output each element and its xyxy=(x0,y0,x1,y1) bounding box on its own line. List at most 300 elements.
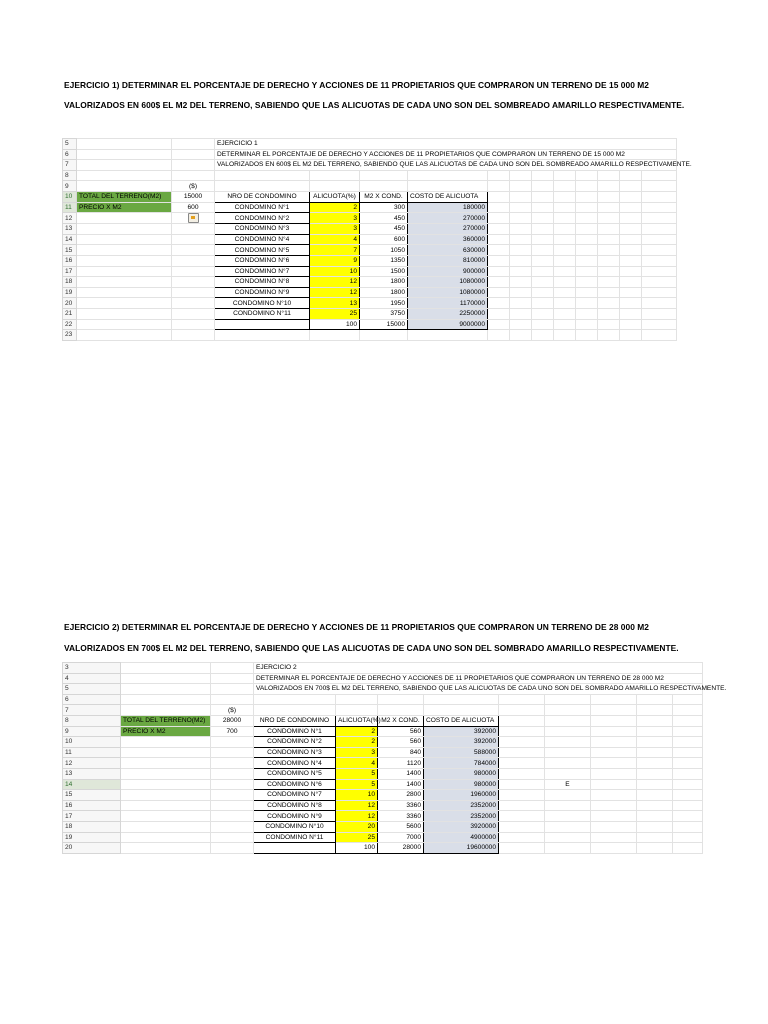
empty-cell[interactable] xyxy=(378,694,424,705)
alicuota-value[interactable]: 7 xyxy=(310,245,360,256)
empty-cell[interactable] xyxy=(77,160,172,171)
empty-cell[interactable] xyxy=(642,224,677,235)
empty-cell[interactable] xyxy=(620,330,642,341)
empty-cell[interactable] xyxy=(77,277,172,288)
empty-cell[interactable] xyxy=(598,170,620,181)
empty-cell[interactable] xyxy=(554,298,576,309)
empty-cell[interactable] xyxy=(637,843,673,854)
row-number[interactable]: 20 xyxy=(63,843,121,854)
empty-cell[interactable] xyxy=(215,181,310,192)
empty-cell[interactable] xyxy=(510,202,532,213)
empty-cell[interactable] xyxy=(620,308,642,319)
empty-cell[interactable] xyxy=(121,747,211,758)
empty-cell[interactable] xyxy=(545,790,591,801)
m2-value[interactable]: 5600 xyxy=(378,821,424,832)
empty-cell[interactable] xyxy=(591,800,637,811)
cost-value[interactable]: 2352000 xyxy=(424,811,499,822)
empty-cell[interactable] xyxy=(121,684,211,695)
exercise-description-1[interactable]: DETERMINAR EL PORCENTAJE DE DERECHO Y ACCIONES DE 11 PROPIETARIOS QUE COMPRARON UN TERRENO DE 28 000 M2 xyxy=(254,673,703,684)
alicuota-value[interactable]: 2 xyxy=(336,726,378,737)
empty-cell[interactable] xyxy=(532,277,554,288)
empty-cell[interactable] xyxy=(554,213,576,224)
header-cost[interactable]: COSTO DE ALICUOTA xyxy=(408,191,488,202)
alicuota-value[interactable]: 9 xyxy=(310,255,360,266)
empty-cell[interactable] xyxy=(554,330,576,341)
header-alicuota[interactable]: ALICUOTA(%) xyxy=(336,715,378,726)
row-number[interactable]: 11 xyxy=(63,747,121,758)
condomino-name[interactable]: CONDOMINO N°7 xyxy=(215,266,310,277)
empty-cell[interactable] xyxy=(576,308,598,319)
exercise-description-2[interactable]: VALORIZADOS EN 600$ EL M2 DEL TERRENO, SABIENDO QUE LAS ALICUOTAS DE CADA UNO SON DEL SOMBREADO AMARILLO RESPECTIVAMENTE. xyxy=(215,160,677,171)
empty-cell[interactable] xyxy=(215,170,310,181)
empty-cell[interactable] xyxy=(642,191,677,202)
empty-cell[interactable] xyxy=(310,181,360,192)
empty-cell[interactable] xyxy=(642,319,677,330)
condomino-name[interactable]: CONDOMINO N°10 xyxy=(215,298,310,309)
empty-cell[interactable] xyxy=(172,170,215,181)
alicuota-value[interactable]: 5 xyxy=(336,779,378,790)
empty-cell[interactable] xyxy=(121,800,211,811)
empty-cell[interactable] xyxy=(545,800,591,811)
empty-cell[interactable] xyxy=(211,673,254,684)
empty-cell[interactable] xyxy=(510,213,532,224)
cost-value[interactable]: 4900000 xyxy=(424,832,499,843)
empty-cell[interactable] xyxy=(121,779,211,790)
alicuota-value[interactable]: 3 xyxy=(336,747,378,758)
empty-cell[interactable] xyxy=(576,255,598,266)
empty-cell[interactable] xyxy=(532,202,554,213)
empty-cell[interactable] xyxy=(121,758,211,769)
empty-cell[interactable] xyxy=(510,308,532,319)
empty-cell[interactable] xyxy=(620,287,642,298)
empty-cell[interactable] xyxy=(598,308,620,319)
empty-cell[interactable] xyxy=(545,758,591,769)
empty-cell[interactable] xyxy=(532,330,554,341)
m2-value[interactable]: 560 xyxy=(378,737,424,748)
empty-cell[interactable] xyxy=(532,234,554,245)
empty-cell[interactable] xyxy=(77,139,172,150)
empty-cell[interactable] xyxy=(637,800,673,811)
empty-cell[interactable] xyxy=(77,170,172,181)
condomino-name[interactable]: CONDOMINO N°1 xyxy=(215,202,310,213)
empty-cell[interactable] xyxy=(121,768,211,779)
m2-value[interactable]: 300 xyxy=(360,202,408,213)
price-per-m2-value[interactable]: 700 xyxy=(211,726,254,737)
total-land-label[interactable]: TOTAL DEL TERRENO(M2) xyxy=(121,715,211,726)
empty-cell[interactable] xyxy=(620,319,642,330)
alicuota-value[interactable]: 25 xyxy=(310,308,360,319)
m2-value[interactable]: 560 xyxy=(378,726,424,737)
empty-cell[interactable] xyxy=(637,737,673,748)
empty-cell[interactable] xyxy=(673,705,703,716)
empty-cell[interactable] xyxy=(591,811,637,822)
empty-cell[interactable] xyxy=(545,737,591,748)
empty-cell[interactable] xyxy=(637,694,673,705)
empty-cell[interactable] xyxy=(576,330,598,341)
empty-cell[interactable] xyxy=(554,287,576,298)
condomino-name[interactable]: CONDOMINO N°8 xyxy=(215,277,310,288)
empty-cell[interactable] xyxy=(77,287,172,298)
empty-cell[interactable] xyxy=(576,245,598,256)
empty-cell[interactable] xyxy=(254,705,336,716)
empty-cell[interactable] xyxy=(499,747,545,758)
empty-cell[interactable] xyxy=(510,170,532,181)
row-number[interactable]: 10 xyxy=(63,737,121,748)
empty-cell[interactable] xyxy=(211,663,254,674)
m2-value[interactable]: 3750 xyxy=(360,308,408,319)
row-number[interactable]: 4 xyxy=(63,673,121,684)
row-number[interactable]: 17 xyxy=(63,266,77,277)
empty-cell[interactable] xyxy=(598,330,620,341)
row-number[interactable]: 9 xyxy=(63,181,77,192)
empty-cell[interactable] xyxy=(598,266,620,277)
empty-cell[interactable] xyxy=(211,843,254,854)
price-per-m2-label[interactable]: PRECIO X M2 xyxy=(77,202,172,213)
empty-cell[interactable] xyxy=(591,832,637,843)
row-number[interactable]: 5 xyxy=(63,684,121,695)
cost-value[interactable]: 784000 xyxy=(424,758,499,769)
empty-cell[interactable] xyxy=(591,694,637,705)
empty-cell[interactable] xyxy=(77,319,172,330)
empty-cell[interactable] xyxy=(211,800,254,811)
empty-cell[interactable] xyxy=(620,234,642,245)
empty-cell[interactable] xyxy=(554,277,576,288)
empty-cell[interactable] xyxy=(598,234,620,245)
empty-cell[interactable] xyxy=(172,277,215,288)
empty-cell[interactable] xyxy=(673,758,703,769)
alicuota-value[interactable]: 10 xyxy=(336,790,378,801)
condomino-name[interactable]: CONDOMINO N°5 xyxy=(215,245,310,256)
empty-cell[interactable] xyxy=(532,266,554,277)
empty-cell[interactable] xyxy=(499,800,545,811)
empty-cell[interactable] xyxy=(637,715,673,726)
paste-options-icon[interactable] xyxy=(188,213,199,223)
empty-cell[interactable] xyxy=(642,170,677,181)
row-number[interactable]: 18 xyxy=(63,821,121,832)
empty-cell[interactable] xyxy=(598,277,620,288)
empty-cell[interactable] xyxy=(121,790,211,801)
stray-cell[interactable]: E xyxy=(545,779,591,790)
cost-value[interactable]: 180000 xyxy=(408,202,488,213)
empty-cell[interactable] xyxy=(499,768,545,779)
empty-cell[interactable] xyxy=(637,811,673,822)
alicuota-value[interactable]: 25 xyxy=(336,832,378,843)
empty-cell[interactable] xyxy=(598,202,620,213)
empty-cell[interactable] xyxy=(488,245,510,256)
empty-cell[interactable] xyxy=(532,170,554,181)
empty-cell[interactable] xyxy=(121,843,211,854)
empty-cell[interactable] xyxy=(360,170,408,181)
cost-value[interactable]: 360000 xyxy=(408,234,488,245)
empty-cell[interactable] xyxy=(532,191,554,202)
empty-cell[interactable] xyxy=(620,298,642,309)
empty-cell[interactable] xyxy=(499,779,545,790)
empty-cell[interactable] xyxy=(360,181,408,192)
empty-cell[interactable] xyxy=(673,800,703,811)
empty-cell[interactable] xyxy=(510,191,532,202)
empty-cell[interactable] xyxy=(637,821,673,832)
empty-cell[interactable] xyxy=(172,308,215,319)
empty-cell[interactable] xyxy=(215,319,310,330)
row-number[interactable]: 5 xyxy=(63,139,77,150)
empty-cell[interactable] xyxy=(211,832,254,843)
empty-cell[interactable] xyxy=(499,705,545,716)
row-number[interactable]: 18 xyxy=(63,277,77,288)
empty-cell[interactable] xyxy=(598,319,620,330)
cost-value[interactable]: 980000 xyxy=(424,779,499,790)
empty-cell[interactable] xyxy=(510,234,532,245)
empty-cell[interactable] xyxy=(254,694,336,705)
header-cost[interactable]: COSTO DE ALICUOTA xyxy=(424,715,499,726)
empty-cell[interactable] xyxy=(499,726,545,737)
empty-cell[interactable] xyxy=(77,245,172,256)
empty-cell[interactable] xyxy=(554,191,576,202)
row-number[interactable]: 8 xyxy=(63,715,121,726)
total-m2[interactable]: 28000 xyxy=(378,843,424,854)
row-number[interactable]: 20 xyxy=(63,298,77,309)
row-number[interactable]: 11 xyxy=(63,202,77,213)
empty-cell[interactable] xyxy=(488,181,510,192)
empty-cell[interactable] xyxy=(499,821,545,832)
empty-cell[interactable] xyxy=(545,843,591,854)
cost-value[interactable]: 270000 xyxy=(408,213,488,224)
empty-cell[interactable] xyxy=(532,213,554,224)
empty-cell[interactable] xyxy=(121,832,211,843)
cost-value[interactable]: 3920000 xyxy=(424,821,499,832)
condomino-name[interactable]: CONDOMINO N°7 xyxy=(254,790,336,801)
empty-cell[interactable] xyxy=(576,170,598,181)
empty-cell[interactable] xyxy=(510,277,532,288)
empty-cell[interactable] xyxy=(254,843,336,854)
empty-cell[interactable] xyxy=(211,747,254,758)
empty-cell[interactable] xyxy=(424,694,499,705)
empty-cell[interactable] xyxy=(211,821,254,832)
row-number[interactable]: 8 xyxy=(63,170,77,181)
empty-cell[interactable] xyxy=(488,255,510,266)
condomino-name[interactable]: CONDOMINO N°5 xyxy=(254,768,336,779)
empty-cell[interactable] xyxy=(642,298,677,309)
m2-value[interactable]: 450 xyxy=(360,224,408,235)
empty-cell[interactable] xyxy=(620,202,642,213)
empty-cell[interactable] xyxy=(554,234,576,245)
m2-value[interactable]: 1500 xyxy=(360,266,408,277)
empty-cell[interactable] xyxy=(488,224,510,235)
condomino-name[interactable]: CONDOMINO N°8 xyxy=(254,800,336,811)
total-alicuota[interactable]: 100 xyxy=(336,843,378,854)
empty-cell[interactable] xyxy=(488,330,510,341)
empty-cell[interactable] xyxy=(545,821,591,832)
empty-cell[interactable] xyxy=(424,705,499,716)
row-number[interactable]: 10 xyxy=(63,191,77,202)
empty-cell[interactable] xyxy=(598,245,620,256)
empty-cell[interactable] xyxy=(172,245,215,256)
header-m2[interactable]: M2 X COND. xyxy=(378,715,424,726)
empty-cell[interactable] xyxy=(554,245,576,256)
row-number[interactable]: 13 xyxy=(63,224,77,235)
exercise-title[interactable]: EJERCICIO 1 xyxy=(215,139,677,150)
total-cost[interactable]: 19600000 xyxy=(424,843,499,854)
alicuota-value[interactable]: 3 xyxy=(310,224,360,235)
empty-cell[interactable] xyxy=(620,245,642,256)
empty-cell[interactable] xyxy=(77,255,172,266)
empty-cell[interactable] xyxy=(554,308,576,319)
empty-cell[interactable] xyxy=(591,715,637,726)
empty-cell[interactable] xyxy=(408,170,488,181)
empty-cell[interactable] xyxy=(172,266,215,277)
empty-cell[interactable] xyxy=(172,224,215,235)
condomino-name[interactable]: CONDOMINO N°1 xyxy=(254,726,336,737)
empty-cell[interactable] xyxy=(532,224,554,235)
header-condomino[interactable]: NRO DE CONDOMINO xyxy=(215,191,310,202)
empty-cell[interactable] xyxy=(620,224,642,235)
row-number[interactable]: 15 xyxy=(63,245,77,256)
row-number[interactable]: 9 xyxy=(63,726,121,737)
total-cost[interactable]: 9000000 xyxy=(408,319,488,330)
empty-cell[interactable] xyxy=(642,308,677,319)
empty-cell[interactable] xyxy=(336,694,378,705)
empty-cell[interactable] xyxy=(510,245,532,256)
row-number[interactable]: 6 xyxy=(63,149,77,160)
empty-cell[interactable] xyxy=(121,673,211,684)
row-number[interactable]: 15 xyxy=(63,790,121,801)
empty-cell[interactable] xyxy=(121,663,211,674)
cost-value[interactable]: 588000 xyxy=(424,747,499,758)
cost-value[interactable]: 900000 xyxy=(408,266,488,277)
empty-cell[interactable] xyxy=(545,705,591,716)
empty-cell[interactable] xyxy=(620,170,642,181)
empty-cell[interactable] xyxy=(121,821,211,832)
empty-cell[interactable] xyxy=(77,266,172,277)
empty-cell[interactable] xyxy=(211,684,254,695)
cost-value[interactable]: 392000 xyxy=(424,726,499,737)
empty-cell[interactable] xyxy=(637,790,673,801)
row-number[interactable]: 14 xyxy=(63,779,121,790)
cost-value[interactable]: 810000 xyxy=(408,255,488,266)
empty-cell[interactable] xyxy=(591,726,637,737)
empty-cell[interactable] xyxy=(499,758,545,769)
empty-cell[interactable] xyxy=(211,811,254,822)
cost-value[interactable]: 1080000 xyxy=(408,287,488,298)
empty-cell[interactable] xyxy=(673,715,703,726)
cost-value[interactable]: 630000 xyxy=(408,245,488,256)
empty-cell[interactable] xyxy=(637,779,673,790)
empty-cell[interactable] xyxy=(532,298,554,309)
empty-cell[interactable] xyxy=(211,694,254,705)
row-number[interactable]: 14 xyxy=(63,234,77,245)
empty-cell[interactable] xyxy=(488,202,510,213)
empty-cell[interactable] xyxy=(488,170,510,181)
header-m2[interactable]: M2 X COND. xyxy=(360,191,408,202)
empty-cell[interactable] xyxy=(77,298,172,309)
m2-value[interactable]: 1400 xyxy=(378,779,424,790)
empty-cell[interactable] xyxy=(499,811,545,822)
condomino-name[interactable]: CONDOMINO N°9 xyxy=(254,811,336,822)
empty-cell[interactable] xyxy=(642,277,677,288)
empty-cell[interactable] xyxy=(620,191,642,202)
condomino-name[interactable]: CONDOMINO N°6 xyxy=(215,255,310,266)
empty-cell[interactable] xyxy=(488,191,510,202)
empty-cell[interactable] xyxy=(673,779,703,790)
empty-cell[interactable] xyxy=(499,832,545,843)
alicuota-value[interactable]: 12 xyxy=(336,811,378,822)
alicuota-value[interactable]: 4 xyxy=(336,758,378,769)
empty-cell[interactable] xyxy=(532,255,554,266)
m2-value[interactable]: 840 xyxy=(378,747,424,758)
unit-label[interactable]: ($) xyxy=(211,705,254,716)
empty-cell[interactable] xyxy=(499,843,545,854)
empty-cell[interactable] xyxy=(576,213,598,224)
empty-cell[interactable] xyxy=(642,330,677,341)
empty-cell[interactable] xyxy=(408,330,488,341)
empty-cell[interactable] xyxy=(637,705,673,716)
empty-cell[interactable] xyxy=(673,737,703,748)
exercise-title[interactable]: EJERCICIO 2 xyxy=(254,663,703,674)
empty-cell[interactable] xyxy=(510,224,532,235)
empty-cell[interactable] xyxy=(510,298,532,309)
empty-cell[interactable] xyxy=(378,705,424,716)
empty-cell[interactable] xyxy=(77,224,172,235)
empty-cell[interactable] xyxy=(673,811,703,822)
price-per-m2-value[interactable]: 600 xyxy=(172,202,215,213)
empty-cell[interactable] xyxy=(77,308,172,319)
unit-label[interactable]: ($) xyxy=(172,181,215,192)
empty-cell[interactable] xyxy=(77,181,172,192)
empty-cell[interactable] xyxy=(591,705,637,716)
empty-cell[interactable] xyxy=(576,202,598,213)
row-number[interactable]: 13 xyxy=(63,768,121,779)
empty-cell[interactable] xyxy=(673,694,703,705)
empty-cell[interactable] xyxy=(598,224,620,235)
empty-cell[interactable] xyxy=(554,202,576,213)
cost-value[interactable]: 1960000 xyxy=(424,790,499,801)
empty-cell[interactable] xyxy=(488,287,510,298)
empty-cell[interactable] xyxy=(620,266,642,277)
empty-cell[interactable] xyxy=(591,790,637,801)
m2-value[interactable]: 1050 xyxy=(360,245,408,256)
empty-cell[interactable] xyxy=(545,747,591,758)
empty-cell[interactable] xyxy=(172,255,215,266)
empty-cell[interactable] xyxy=(673,790,703,801)
alicuota-value[interactable]: 12 xyxy=(310,287,360,298)
empty-cell[interactable] xyxy=(545,832,591,843)
empty-cell[interactable] xyxy=(576,234,598,245)
empty-cell[interactable] xyxy=(598,287,620,298)
empty-cell[interactable] xyxy=(637,726,673,737)
empty-cell[interactable] xyxy=(576,287,598,298)
m2-value[interactable]: 1400 xyxy=(378,768,424,779)
empty-cell[interactable] xyxy=(172,330,215,341)
empty-cell[interactable] xyxy=(510,330,532,341)
empty-cell[interactable] xyxy=(211,779,254,790)
empty-cell[interactable] xyxy=(77,213,172,224)
alicuota-value[interactable]: 20 xyxy=(336,821,378,832)
empty-cell[interactable] xyxy=(488,308,510,319)
empty-cell[interactable] xyxy=(673,843,703,854)
empty-cell[interactable] xyxy=(554,170,576,181)
empty-cell[interactable] xyxy=(620,181,642,192)
empty-cell[interactable] xyxy=(532,287,554,298)
m2-value[interactable]: 1800 xyxy=(360,277,408,288)
empty-cell[interactable] xyxy=(598,298,620,309)
empty-cell[interactable] xyxy=(598,213,620,224)
empty-cell[interactable] xyxy=(488,266,510,277)
paste-options-cell[interactable] xyxy=(172,213,215,224)
row-number[interactable]: 16 xyxy=(63,800,121,811)
total-land-value[interactable]: 15000 xyxy=(172,191,215,202)
empty-cell[interactable] xyxy=(637,768,673,779)
condomino-name[interactable]: CONDOMINO N°10 xyxy=(254,821,336,832)
empty-cell[interactable] xyxy=(591,758,637,769)
